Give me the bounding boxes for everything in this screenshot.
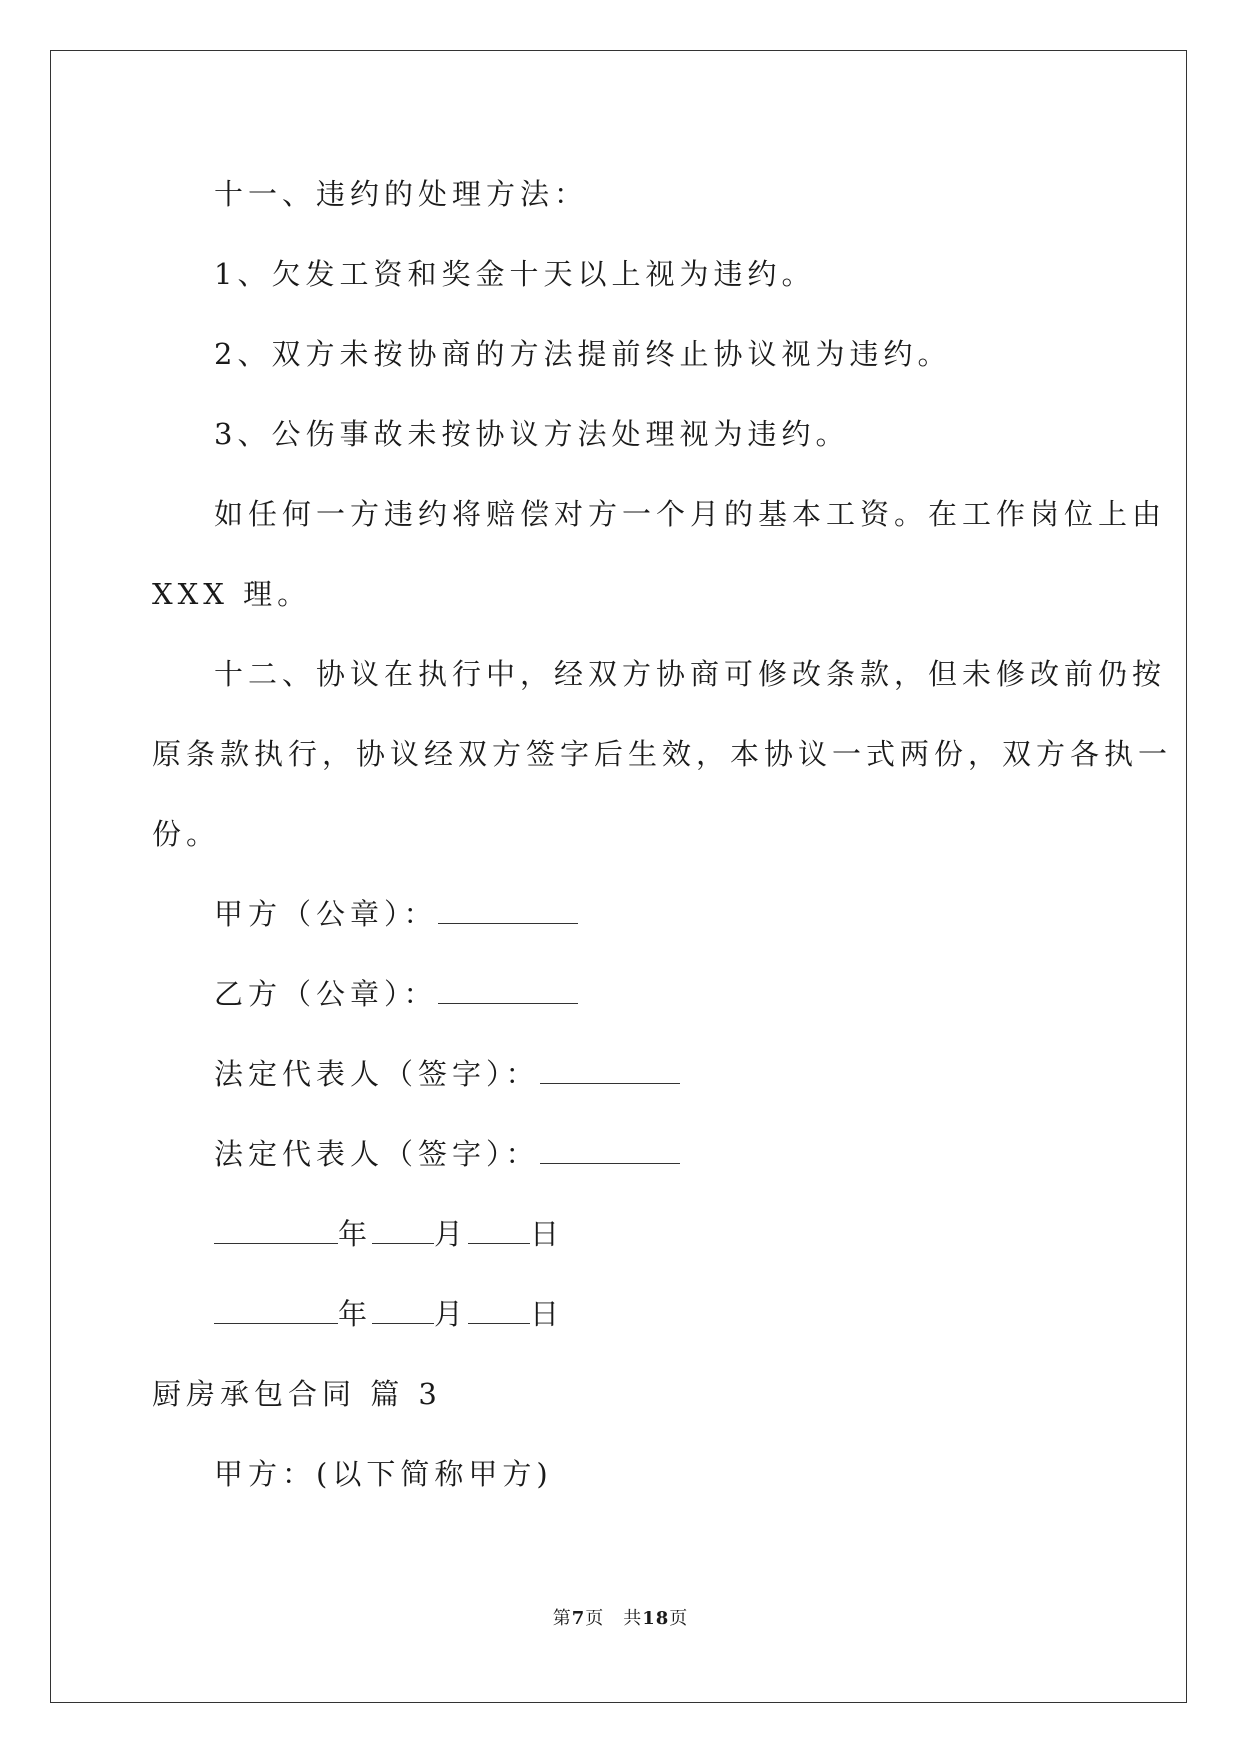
clause-11-item-2: 2、双方未按协商的方法提前终止协议视为违约。 xyxy=(214,337,952,371)
signature-rep-b-label: 法定代表人（签字）： xyxy=(214,1137,540,1171)
page-frame xyxy=(50,50,1187,1703)
date-month-blank[interactable] xyxy=(372,1242,434,1244)
signature-party-b-blank[interactable] xyxy=(438,1002,578,1004)
clause-12-line-1: 十二、协议在执行中，经双方协商可修改条款，但未修改前仍按 xyxy=(214,657,1167,691)
signature-rep-a xyxy=(214,1057,680,1091)
date-month-label: 月 xyxy=(434,1297,469,1331)
page-total: 18 xyxy=(642,1608,670,1629)
date-year-label: 年 xyxy=(338,1297,373,1331)
signature-party-a xyxy=(214,897,578,931)
date-line-2 xyxy=(214,1297,565,1331)
signature-party-b-label: 乙方（公章）： xyxy=(214,977,438,1011)
date-year-blank[interactable] xyxy=(214,1242,338,1244)
date-year-label: 年 xyxy=(338,1217,373,1251)
signature-rep-b xyxy=(214,1137,680,1171)
signature-party-a-blank[interactable] xyxy=(438,922,578,924)
date-year-blank[interactable] xyxy=(214,1322,338,1324)
signature-rep-a-label: 法定代表人（签字）： xyxy=(214,1057,540,1091)
clause-12-line-3: 份。 xyxy=(152,817,221,851)
date-month-label: 月 xyxy=(434,1217,469,1251)
signature-rep-b-blank[interactable] xyxy=(540,1162,680,1164)
section-title: 厨房承包合同 篇 3 xyxy=(152,1377,442,1411)
date-day-label: 日 xyxy=(530,1217,565,1251)
clause-11-item-1: 1、欠发工资和奖金十天以上视为违约。 xyxy=(214,257,816,291)
page-mid: 页 共 xyxy=(585,1608,643,1629)
clause-11-item-3: 3、公伤事故未按协议方法处理视为违约。 xyxy=(214,417,850,451)
breach-penalty-line-1: 如任何一方违约将赔偿对方一个月的基本工资。在工作岗位上由 xyxy=(214,497,1167,531)
page-number-footer xyxy=(0,1604,1241,1630)
signature-party-b xyxy=(214,977,578,1011)
party-a-intro: 甲方：(以下简称甲方) xyxy=(214,1457,553,1491)
signature-party-a-label: 甲方（公章）： xyxy=(214,897,438,931)
page-suffix: 页 xyxy=(669,1608,689,1629)
clause-11-title: 十一、违约的处理方法： xyxy=(214,177,589,211)
page-prefix: 第 xyxy=(552,1608,572,1629)
clause-12-line-2: 原条款执行，协议经双方签字后生效，本协议一式两份，双方各执一 xyxy=(152,737,1173,771)
date-day-blank[interactable] xyxy=(468,1322,530,1324)
breach-penalty-line-2: XXX 理。 xyxy=(152,577,312,611)
date-line-1 xyxy=(214,1217,565,1251)
date-month-blank[interactable] xyxy=(372,1322,434,1324)
date-day-blank[interactable] xyxy=(468,1242,530,1244)
signature-rep-a-blank[interactable] xyxy=(540,1082,680,1084)
page-current: 7 xyxy=(571,1608,586,1629)
date-day-label: 日 xyxy=(530,1297,565,1331)
